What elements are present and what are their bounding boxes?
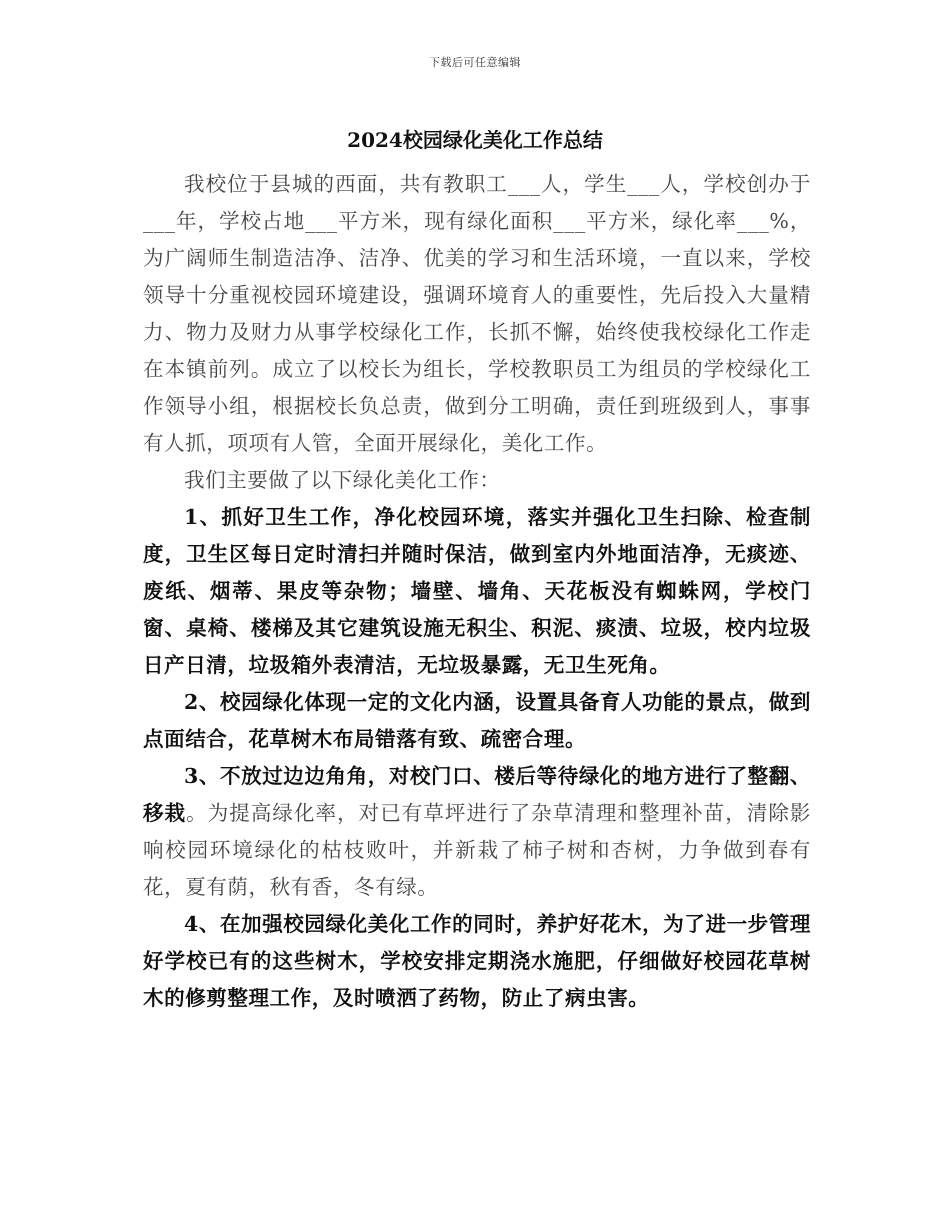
paragraph-item-1: 1、抓好卫生工作，净化校园环境，落实并强化卫生扫除、检查制度，卫生区每日定时清扫并随时保洁，做到室内外地面洁净，无痰迹、废纸、烟蒂、果皮等杂物；墙壁、墙角、天花板没有蜘蛛网，学校门窗、桌椅、楼梯及其它建筑设施无积尘、积泥、痰渍、垃圾，校内垃圾日产日清，垃圾箱外表清洁，无垃圾暴露，无卫生死角。 bbox=[143, 505, 811, 677]
document-body bbox=[143, 166, 811, 1017]
paragraph-lead: 我们主要做了以下绿化美化工作： bbox=[184, 468, 501, 492]
paragraph-intro: 我校位于县城的西面，共有教职工___人，学生___人，学校创办于___年，学校占地___平方米，现有绿化面积___平方米，绿化率___%，为广阔师生制造洁净、洁净、优美的学习和生活环境，一直以来，学校领导十分重视校园环境建设，强调环境育人的重要性，先后投入大量精力、物力及财力从事学校绿化工作，长抓不懈，始终使我校绿化工作走在本镇前列。成立了以校长为组长，学校教职员工为组员的学校绿化工作领导小组，根据校长负总责，做到分工明确，责任到班级到人，事事有人抓，项项有人管，全面开展绿化，美化工作。 bbox=[143, 172, 811, 455]
paragraph-item-2: 2、校园绿化体现一定的文化内涵，设置具备育人功能的景点，做到点面结合，花草树木布局错落有致、疏密合理。 bbox=[143, 690, 811, 751]
paragraph-item-3-rest: 。为提高绿化率，对已有草坪进行了杂草清理和整理补苗，清除影响校园环境绿化的枯枝败叶，并新栽了柿子树和杏树，力争做到春有花，夏有荫，秋有香，冬有绿。 bbox=[143, 801, 812, 899]
paragraph-item-4: 4、在加强校园绿化美化工作的同时，养护好花木，为了进一步管理好学校已有的这些树木，学校安排定期浇水施肥，仔细做好校园花草树木的修剪整理工作，及时喷洒了药物，防止了病虫害。 bbox=[143, 912, 811, 1010]
page-header-note: 下载后可任意编辑 bbox=[429, 56, 521, 69]
paragraph-item-3 bbox=[143, 758, 811, 906]
paragraph-item-3-bold: 3、不放过边边角角，对校门口、楼后等待绿化的地方进行了整翻、移栽 bbox=[143, 764, 811, 825]
document-title: 2024校园绿化美化工作总结 bbox=[347, 128, 603, 152]
